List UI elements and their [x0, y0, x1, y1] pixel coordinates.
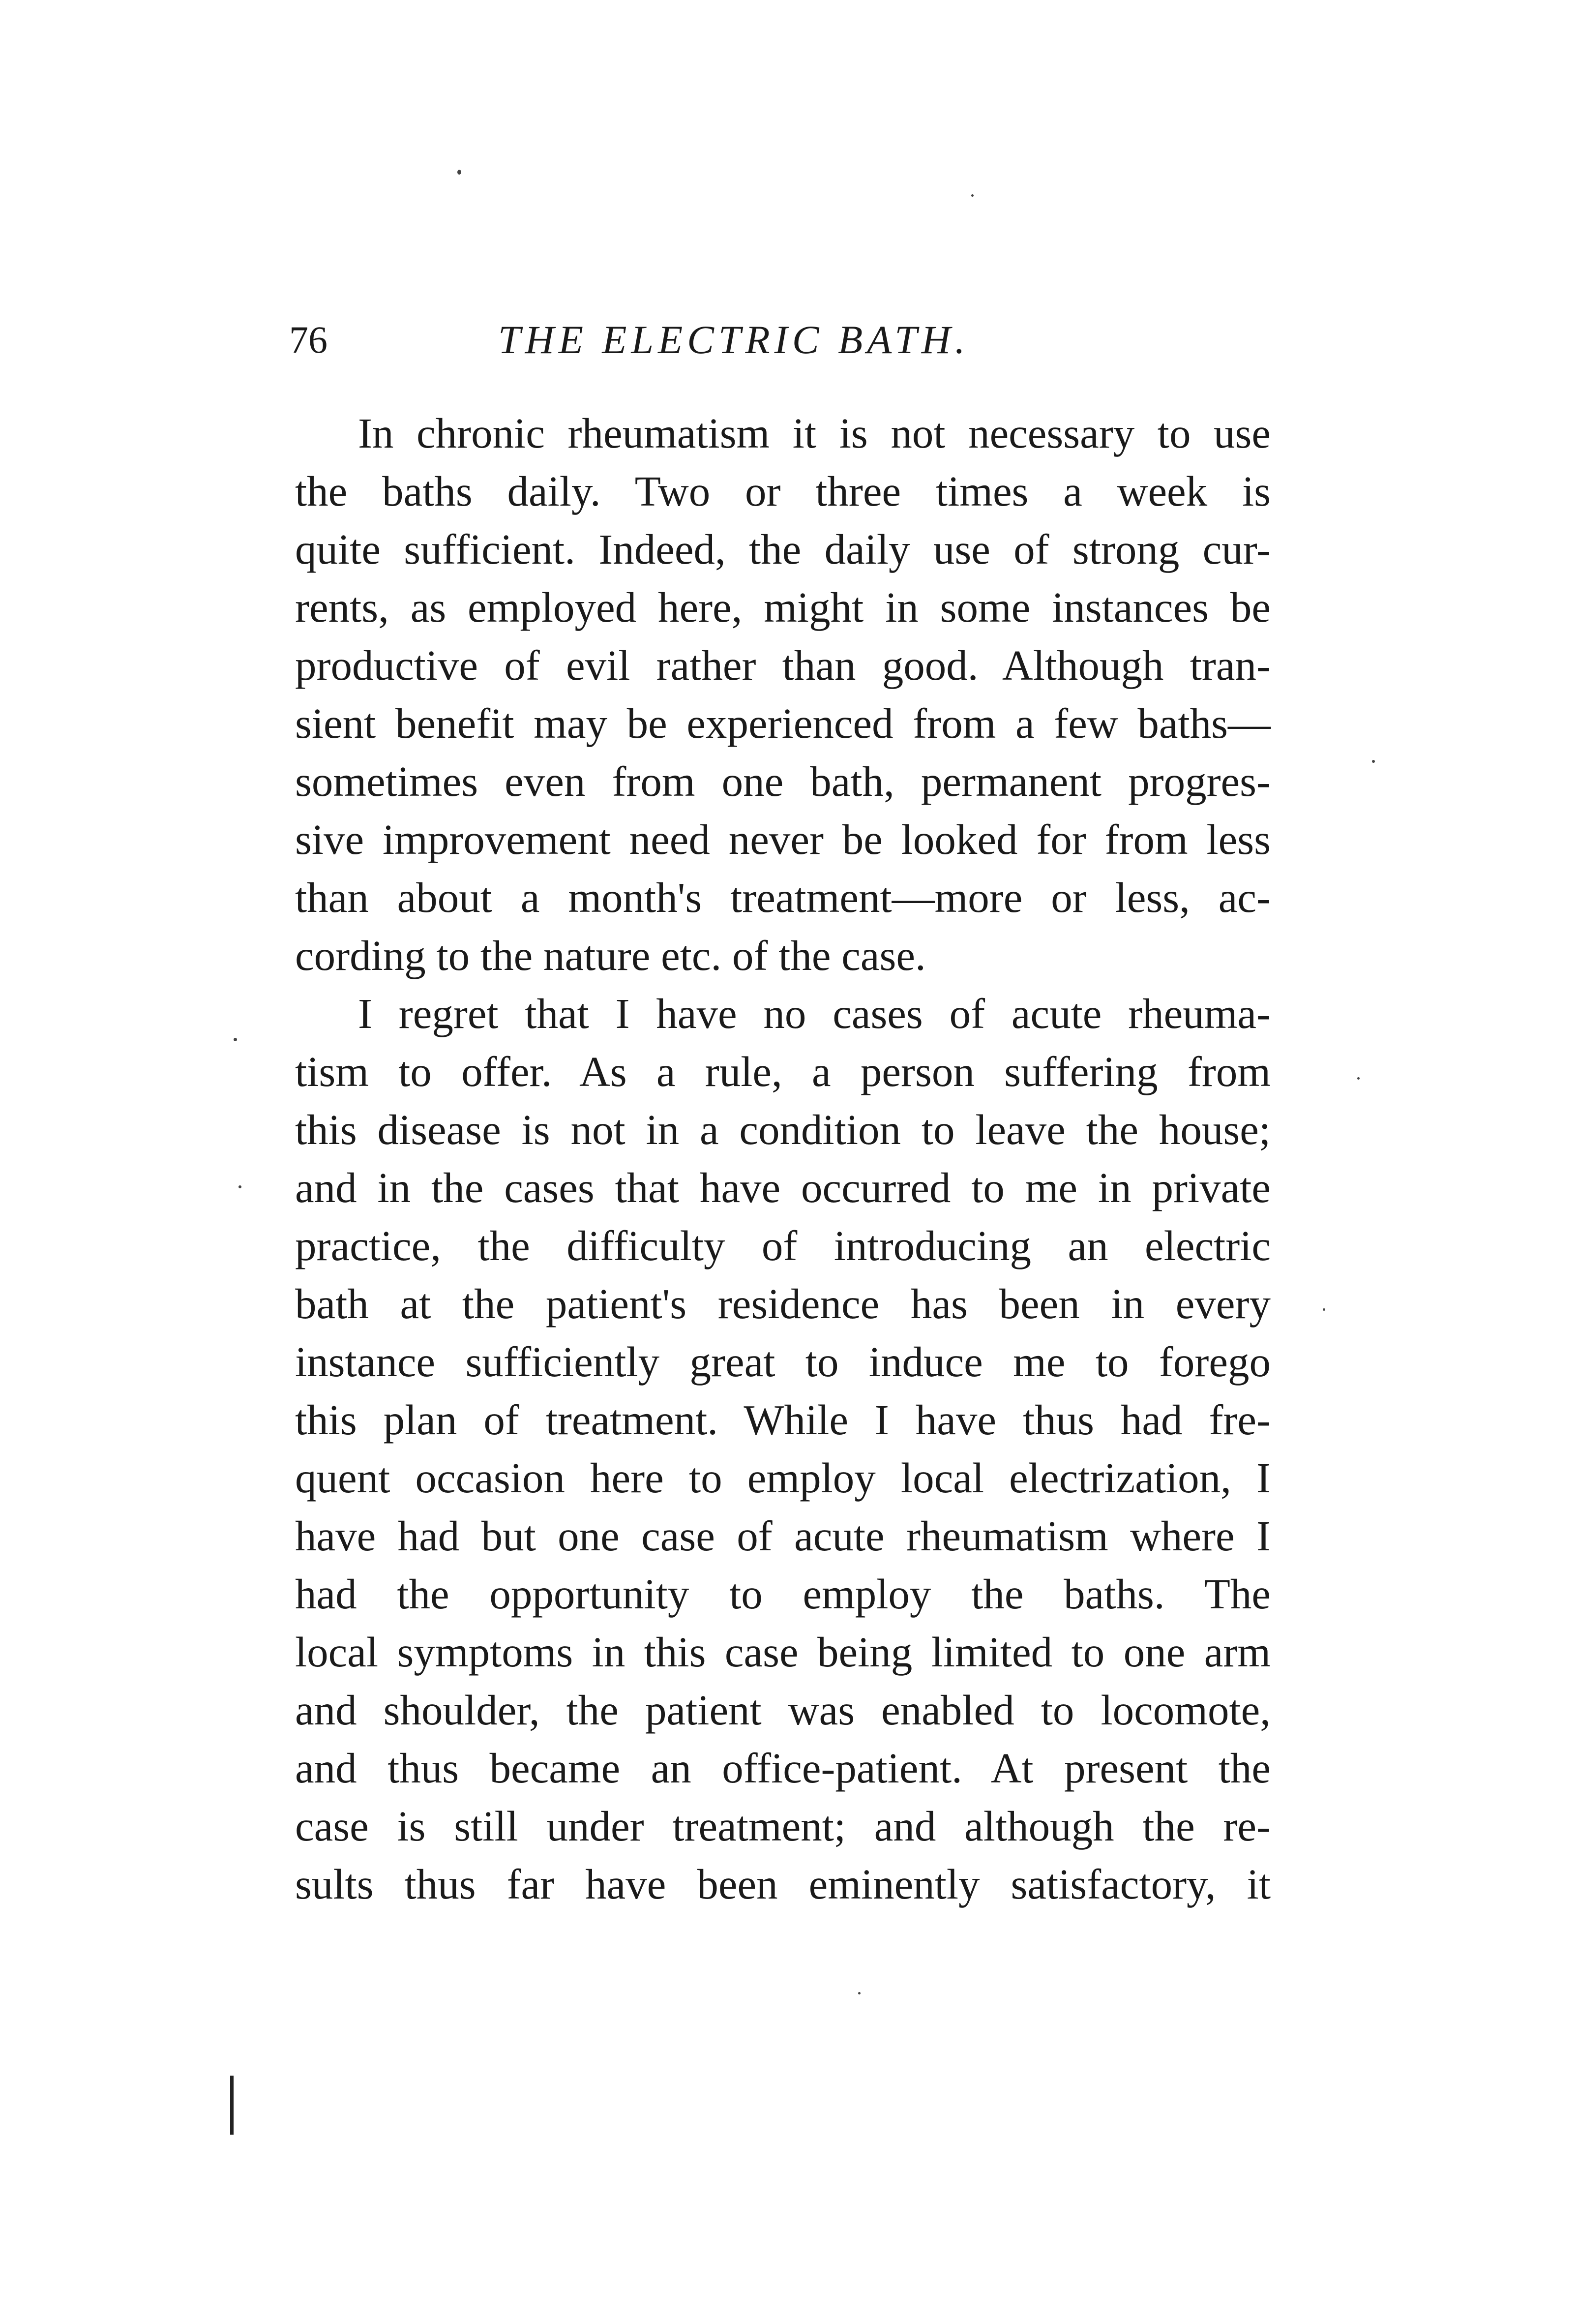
text-line: this disease is not in a condition to leave the house;: [295, 1106, 1271, 1153]
scan-speck: [1372, 760, 1375, 763]
text-line: In chronic rheumatism it is not necessary to use: [358, 409, 1271, 457]
text-line: than about a month's treatment—more or less, ac-: [295, 874, 1271, 921]
scan-speck: [858, 1992, 861, 1994]
text-line: sient benefit may be experienced from a few baths—: [295, 699, 1271, 747]
text-line: have had but one case of acute rheumatism where I: [295, 1512, 1271, 1560]
running-title: THE ELECTRIC BATH.: [498, 317, 970, 362]
scan-speck: [238, 1185, 241, 1188]
text-line: this plan of treatment. While I have thus had fre-: [295, 1396, 1271, 1444]
page-header: [289, 313, 1273, 367]
text-line: the baths daily. Two or three times a week is: [295, 467, 1271, 515]
paragraph-1: [295, 404, 1271, 985]
text-line: and thus became an office-patient. At present the: [295, 1744, 1271, 1792]
text-line: instance sufficiently great to induce me to forego: [295, 1338, 1271, 1386]
scan-speck: [1357, 1077, 1360, 1080]
text-line: local symptoms in this case being limited to one arm: [295, 1628, 1271, 1676]
text-line: sive improvement need never be looked for from less: [295, 815, 1271, 863]
text-line: and shoulder, the patient was enabled to locomote,: [295, 1686, 1271, 1734]
text-line: sults thus far have been eminently satisfactory, it: [295, 1860, 1271, 1908]
text-line: quite sufficient. Indeed, the daily use of strong cur-: [295, 525, 1271, 573]
text-line: quent occasion here to employ local electrization, I: [295, 1454, 1271, 1502]
scan-speck: [457, 170, 461, 175]
scan-edge-mark: [230, 2076, 234, 2135]
scan-speck: [971, 194, 974, 197]
text-line: I regret that I have no cases of acute rheuma-: [358, 990, 1271, 1037]
text-line: and in the cases that have occurred to me in private: [295, 1164, 1271, 1211]
text-line: had the opportunity to employ the baths. The: [295, 1570, 1271, 1618]
text-line: productive of evil rather than good. Although tran-: [295, 641, 1271, 689]
body-text: [295, 404, 1271, 1913]
text-line: sometimes even from one bath, permanent progres-: [295, 757, 1271, 805]
text-line: case is still under treatment; and although the re-: [295, 1802, 1271, 1850]
text-line: practice, the difficulty of introducing an electric: [295, 1222, 1271, 1269]
scan-speck: [234, 1038, 237, 1041]
text-line: rents, as employed here, might in some instances be: [295, 583, 1271, 631]
scan-speck: [1323, 1308, 1325, 1311]
page-number: 76: [289, 318, 328, 361]
text-line: bath at the patient's residence has been in every: [295, 1280, 1271, 1328]
text-line: cording to the nature etc. of the case.: [295, 932, 926, 979]
text-line: tism to offer. As a rule, a person suffering from: [295, 1048, 1271, 1095]
paragraph-2: [295, 985, 1271, 1913]
